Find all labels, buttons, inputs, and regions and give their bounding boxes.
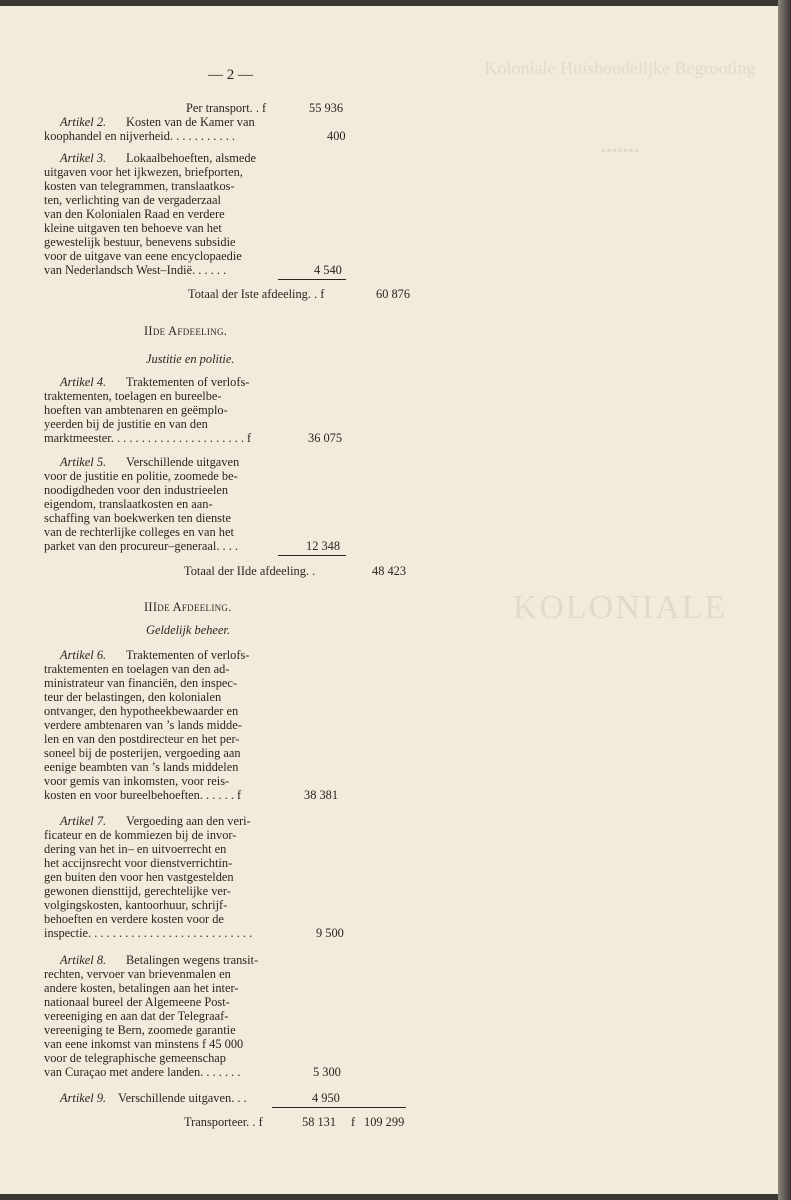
text-line: nationaal bureel der Algemeene Post- xyxy=(44,995,230,1009)
text-line: yeerden bij de justitie en van den xyxy=(44,417,208,431)
document-page xyxy=(0,6,778,1194)
text-line: noodigdheden voor den industrieelen xyxy=(44,483,229,497)
text-line: rechten, vervoer van brievenmalen en xyxy=(44,967,231,981)
text-line: eenige beambten van ’s lands middelen xyxy=(44,760,239,774)
page-edge-shadow xyxy=(778,0,791,1200)
text-line: Traktementen of verlofs- xyxy=(126,375,250,389)
text-line: eigendom, translaatkosten en aan- xyxy=(44,497,213,511)
text-line: andere kosten, betalingen aan het inter- xyxy=(44,981,239,995)
text-line: kosten en voor bureelbehoeften. . . . . . f xyxy=(44,788,242,802)
section-heading: IIde Afdeeling. xyxy=(144,324,228,338)
transport-total: 109 299 xyxy=(364,1115,405,1129)
text-line: Lokaalbehoeften, alsmede xyxy=(126,151,257,165)
text-line: Betalingen wegens transit- xyxy=(126,953,259,967)
text-line: uitgaven voor het ijkwezen, briefporten, xyxy=(44,165,243,179)
amount: 5 300 xyxy=(313,1065,341,1079)
text-line: voor de uitgave van eene encyclopaedie xyxy=(44,249,242,263)
text-line: parket van den procureur–generaal. . . . xyxy=(44,539,239,553)
amount: 9 500 xyxy=(316,926,344,940)
total-amount: 60 876 xyxy=(376,287,411,301)
text-line: schaffing van boekwerken ten dienste xyxy=(44,511,231,525)
text-line: het accijnsrecht voor dienstverrichtin- xyxy=(44,856,233,870)
text-line: vereeniging te Bern, zoomede garantie xyxy=(44,1023,236,1037)
text-line: hoeften van ambtenaren en geëmplo- xyxy=(44,403,228,417)
text-line: len en van den postdirecteur en het per- xyxy=(44,732,240,746)
per-transport-label: Per transport. . f xyxy=(186,101,267,115)
text-line: van Curaçao met andere landen. . . . . . . xyxy=(44,1065,241,1079)
text-line: inspectie. . . . . . . . . . . . . . . . . . . . . . . . . . . xyxy=(44,926,253,940)
text-line: dering van het in– en uitvoerrecht en xyxy=(44,842,227,856)
text-line: kleine uitgaven ten behoeve van het xyxy=(44,221,222,235)
transport-amount: 58 131 xyxy=(302,1115,337,1129)
amount: 400 xyxy=(327,129,346,143)
text-line: koophandel en nijverheid. . . . . . . . . . . xyxy=(44,129,235,143)
transporteer-label: Transporteer. . f xyxy=(184,1115,263,1129)
section-subtitle: Justitie en politie. xyxy=(146,352,235,366)
text-line: volgingskosten, kantoorhuur, schrijf- xyxy=(44,898,228,912)
total-amount: 48 423 xyxy=(372,564,407,578)
text-line: Vergoeding aan den veri- xyxy=(126,814,251,828)
text-line: ficateur en de kommiezen bij de invor- xyxy=(44,828,237,842)
article-heading: Artikel 9. xyxy=(60,1091,107,1105)
text-line: gen buiten den voor hen vastgestelden xyxy=(44,870,234,884)
section-heading: IIIde Afdeeling. xyxy=(144,600,232,614)
article-heading: Artikel 6. xyxy=(60,648,107,662)
amount: 55 936 xyxy=(309,101,344,115)
article-heading: Artikel 2. xyxy=(60,115,107,129)
sum-rule xyxy=(278,279,346,280)
total-label: Totaal der IIde afdeeling. . xyxy=(184,564,316,578)
text-line: gewonen diensttijd, gerechtelijke ver- xyxy=(44,884,231,898)
text-line: vereeniging en aan dat der Telegraaf- xyxy=(44,1009,229,1023)
article-heading: Artikel 5. xyxy=(60,455,107,469)
text-line: behoeften en verdere kosten voor de xyxy=(44,912,224,926)
amount: 4 950 xyxy=(312,1091,340,1105)
sum-rule xyxy=(272,1107,406,1108)
text-line: gewestelijk bestuur, benevens subsidie xyxy=(44,235,236,249)
section-subtitle: Geldelijk beheer. xyxy=(146,623,230,637)
amount: 4 540 xyxy=(314,263,342,277)
text-line: Verschillende uitgaven. . . xyxy=(118,1091,247,1105)
text-line: voor gemis van inkomsten, voor reis- xyxy=(44,774,230,788)
text-line: van eene inkomst van minstens f 45 000 xyxy=(44,1037,244,1051)
sum-rule xyxy=(278,555,346,556)
article-heading: Artikel 3. xyxy=(60,151,107,165)
bleed-through-shadow: Koloniale Huishoudelijke Begrooting ••••••• KOLONIALE xyxy=(484,58,756,626)
text-line: teur der belastingen, den kolonialen xyxy=(44,690,222,704)
text-line: verdere ambtenaren van ’s lands midde- xyxy=(44,718,242,732)
text-line: van de rechterlijke colleges en van het xyxy=(44,525,234,539)
article-heading: Artikel 8. xyxy=(60,953,107,967)
text-line: ontvanger, den hypotheekbewaarder en xyxy=(44,704,239,718)
text-line: ten, verlichting van de vergaderzaal xyxy=(44,193,221,207)
text-line: traktementen en toelagen van den ad- xyxy=(44,662,230,676)
page-number: — 2 — xyxy=(208,67,253,83)
text-line: van den Kolonialen Raad en verdere xyxy=(44,207,225,221)
text-line: van Nederlandsch West–Indië. . . . . . xyxy=(44,263,227,277)
text-line: Kosten van de Kamer van xyxy=(126,115,255,129)
text-line: voor de justitie en politie, zoomede be- xyxy=(44,469,238,483)
text-line: voor de telegraphische gemeenschap xyxy=(44,1051,226,1065)
text-line: traktementen, toelagen en bureelbe- xyxy=(44,389,222,403)
total-label: Totaal der Iste afdeeling. . f xyxy=(188,287,325,301)
currency-mark: f xyxy=(351,1115,356,1129)
amount: 36 075 xyxy=(308,431,343,445)
article-heading: Artikel 7. xyxy=(60,814,107,828)
text-line: ministrateur van financiën, den inspec- xyxy=(44,676,238,690)
text-line: Verschillende uitgaven xyxy=(126,455,240,469)
article-heading: Artikel 4. xyxy=(60,375,107,389)
text-line: Traktementen of verlofs- xyxy=(126,648,250,662)
text-line: kosten van telegrammen, translaatkos- xyxy=(44,179,235,193)
amount: 38 381 xyxy=(304,788,339,802)
amount: 12 348 xyxy=(306,539,341,553)
text-line: soneel bij de posterijen, vergoeding aan xyxy=(44,746,241,760)
text-line: marktmeester. . . . . . . . . . . . . . . . . . . . . . f xyxy=(44,431,252,445)
